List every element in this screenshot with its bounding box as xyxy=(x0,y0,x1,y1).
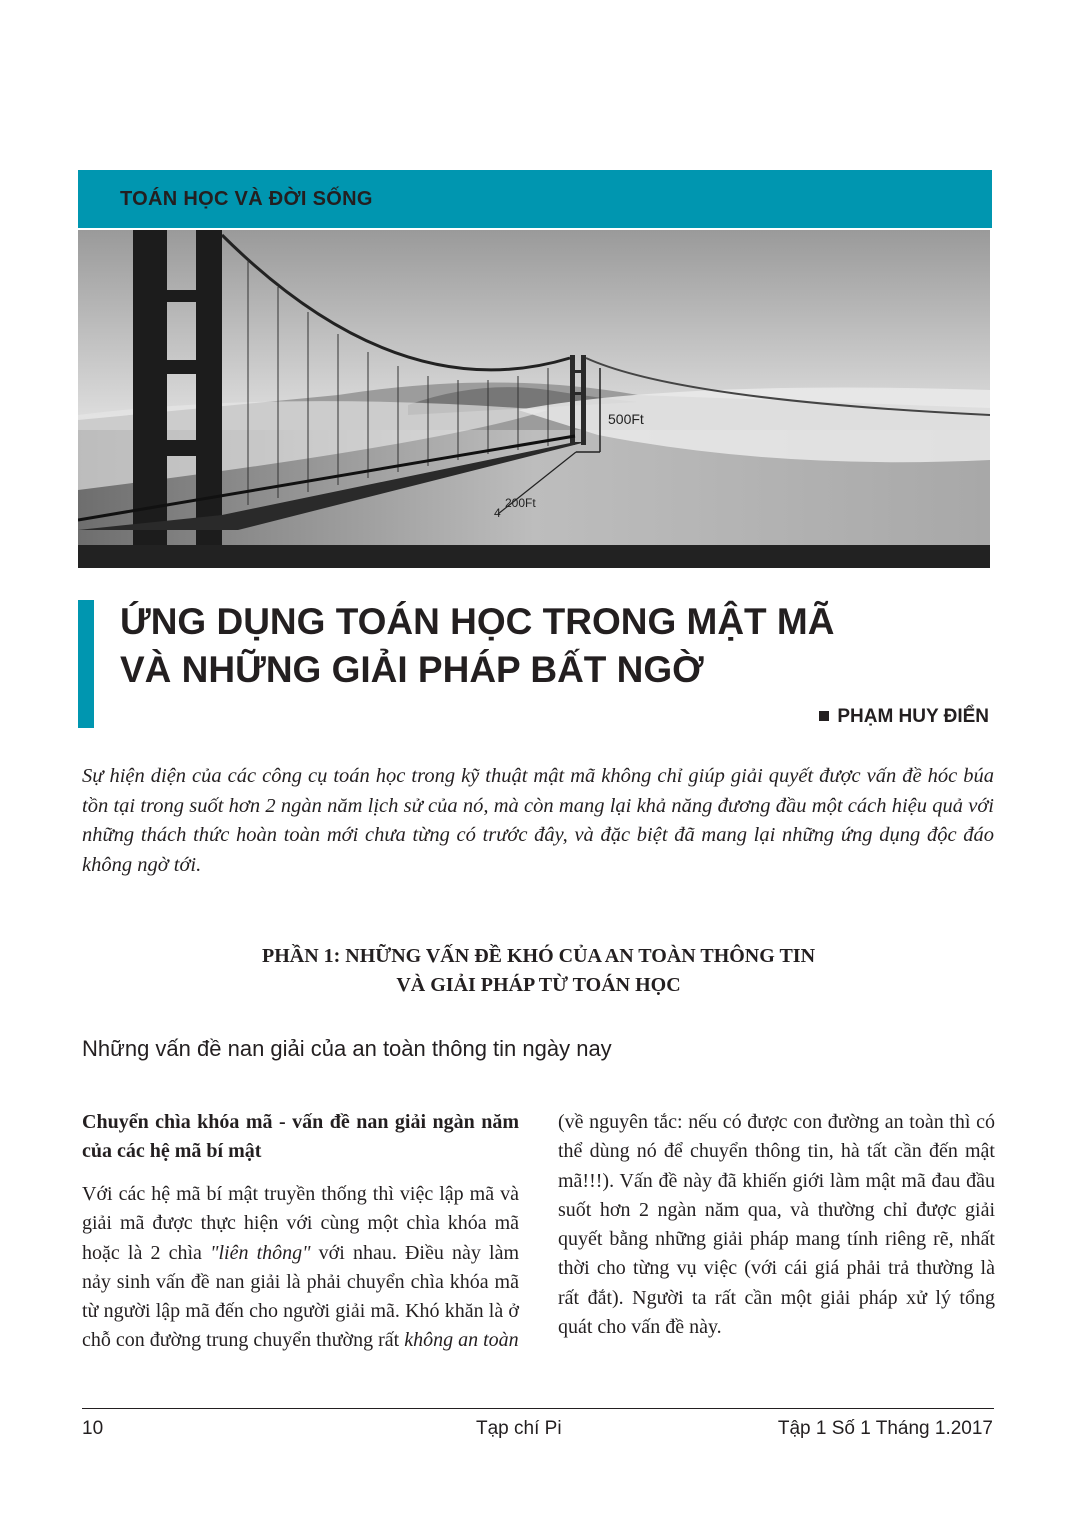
part-heading-line-2: VÀ GIẢI PHÁP TỪ TOÁN HỌC xyxy=(396,974,681,996)
square-bullet-icon xyxy=(819,711,829,721)
section-header-bar xyxy=(78,170,992,228)
title-line-2: VÀ NHỮNG GIẢI PHÁP BẤT NGỜ xyxy=(120,649,704,690)
title-line-1: ỨNG DỤNG TOÁN HỌC TRONG MẬT MÃ xyxy=(120,601,835,642)
part-heading xyxy=(0,942,1077,1000)
column-left-text-2: với nhau. Điều này làm nảy sinh vấn đề nan giải là phải chuyển chìa khóa mã từ người lập mã đến cho người giải mã. Khó khăn là ở chỗ con đường trung chuyển thường rất xyxy=(82,1241,519,1352)
footer-issue: Tập 1 Số 1 Tháng 1.2017 xyxy=(777,1418,993,1439)
marker-4-label: 4 xyxy=(494,506,501,520)
height-500-label: 500Ft xyxy=(608,411,644,427)
hero-image xyxy=(78,230,990,568)
column-left xyxy=(82,1108,519,1356)
author-name: PHẠM HUY ĐIỂN xyxy=(837,706,989,727)
column-left-italic: không an toàn xyxy=(404,1329,519,1352)
column-right xyxy=(558,1108,995,1342)
column-left-paragraph xyxy=(82,1180,519,1356)
article-title xyxy=(120,598,980,694)
part-heading-line-1: PHẦN 1: NHỮNG VẤN ĐỀ KHÓ CỦA AN TOÀN THÔNG TIN xyxy=(261,945,816,967)
subsection-heading: Những vấn đề nan giải của an toàn thông tin ngày nay xyxy=(82,1036,612,1061)
author-byline xyxy=(819,706,989,728)
title-accent-bar xyxy=(78,600,94,728)
column-right-paragraph: (về nguyên tắc: nếu có được con đường an toàn thì có thể dùng nó để chuyển thông tin, hà tất cần đến mật mã!!!). Vấn đề này đã khiến giới làm mật mã đau đầu suốt hơn 2 ngàn năm qua, và thường chỉ được giải quyết bằng những giải pháp mang tính riêng rẽ, nhất thời cho từng vụ việc (với cái giá phải trả thường là rất đắt). Người ta rất cần một giải pháp xử lý tổng quát cho vấn đề này. xyxy=(558,1111,995,1339)
footer-page-number: 10 xyxy=(82,1418,104,1439)
footer-journal: Tạp chí Pi xyxy=(476,1418,562,1439)
height-200-label: 200Ft xyxy=(505,496,536,510)
column-heading: Chuyển chìa khóa mã - vấn đề nan giải ngàn năm của các hệ mã bí mật xyxy=(82,1111,519,1162)
abstract: Sự hiện diện của các công cụ toán học trong kỹ thuật mật mã không chỉ giúp giải quyết được vấn đề hóc búa tồn tại trong suốt hơn 2 ngàn năm lịch sử của nó, mà còn mang lại khả năng đương đầu một cách hiệu quả với những thách thức hoàn toàn mới chưa từng có trước đây, và đặc biệt đã mang lại những ứng dụng độc đáo không ngờ tới. xyxy=(82,765,994,876)
column-left-text-1: Với các hệ mã bí mật truyền thống thì việc lập mã và giải mã được thực hiện với cùng một chìa khóa mã hoặc là 2 chìa xyxy=(82,1183,519,1264)
section-title: TOÁN HỌC VÀ ĐỜI SỐNG xyxy=(120,188,373,210)
column-left-quote: "liên thông" xyxy=(210,1241,311,1264)
footer-divider xyxy=(82,1408,994,1409)
